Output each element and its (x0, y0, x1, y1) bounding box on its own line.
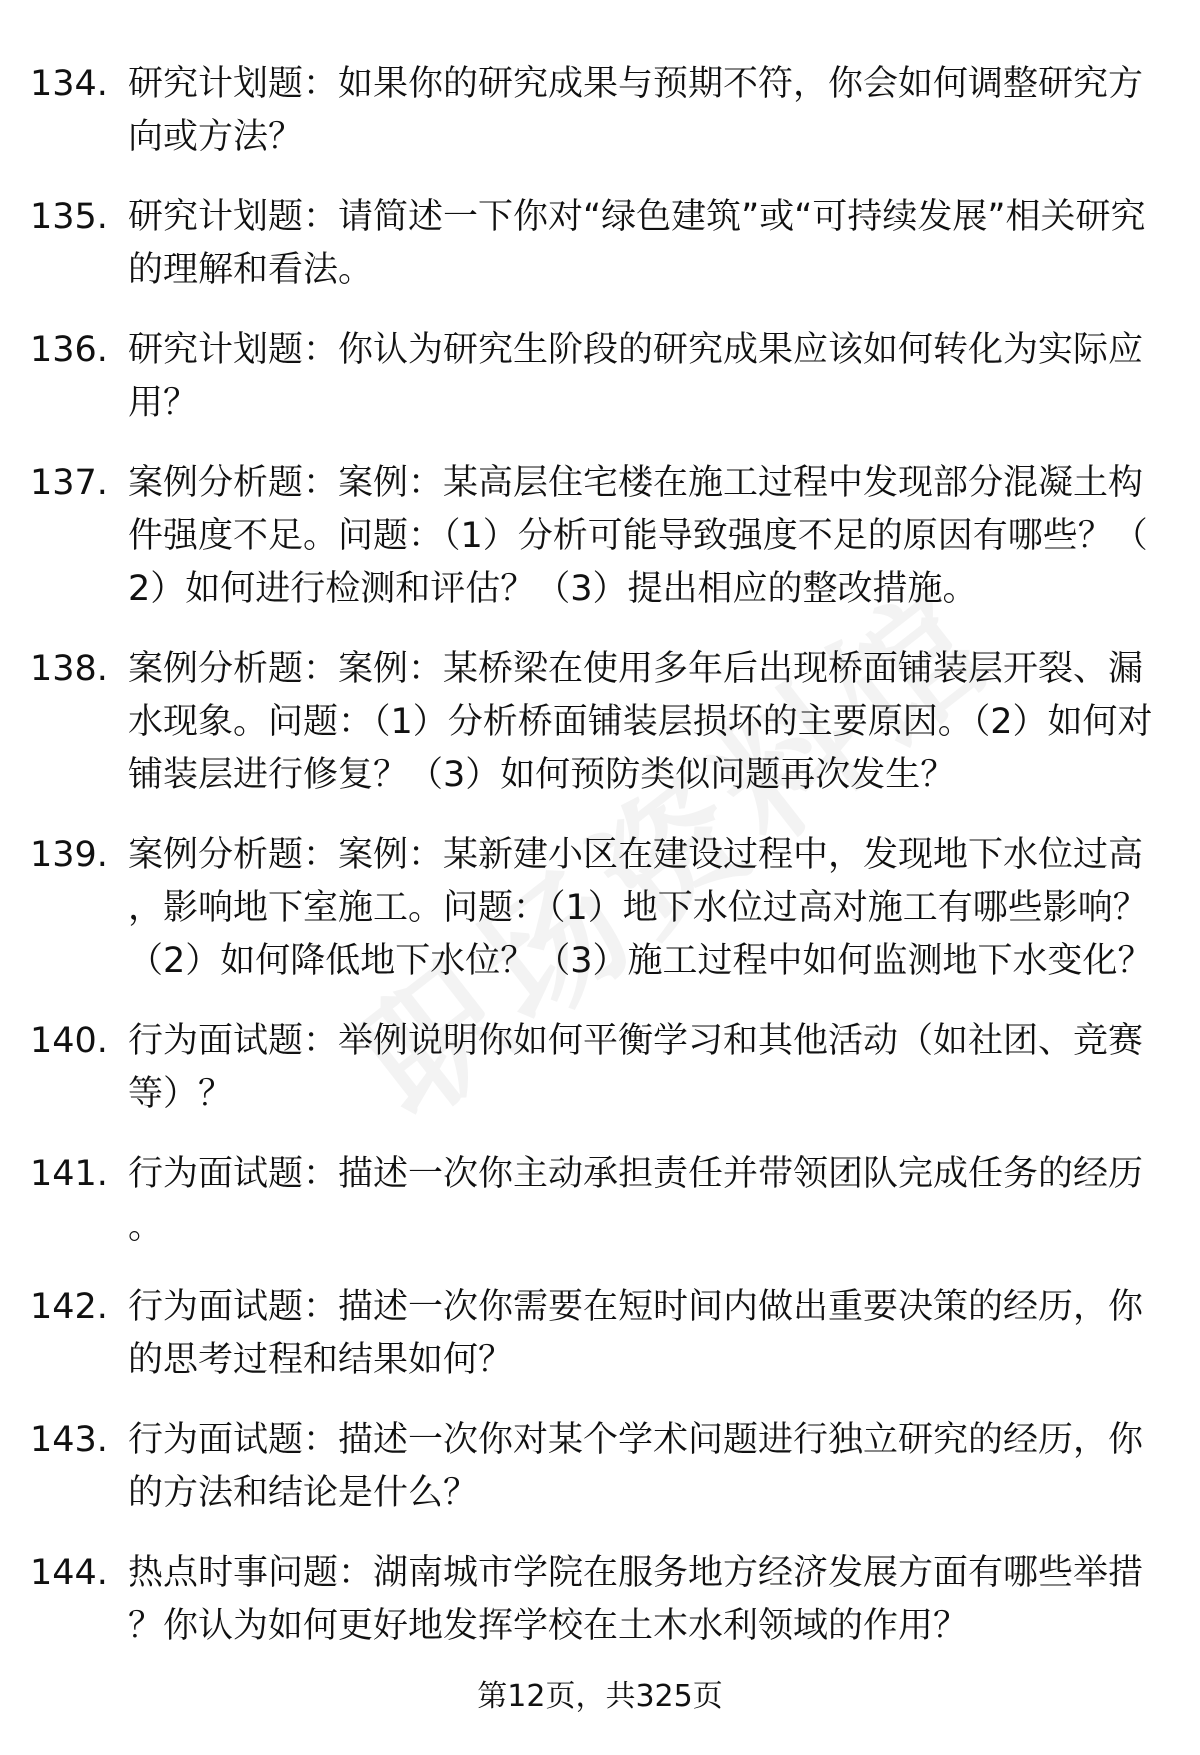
question-text: 行为面试题：描述一次你对某个学术问题进行独立研究的经历，你的方法和结论是什么？ (128, 1420, 1144, 1513)
question-text: 研究计划题：请简述一下你对“绿色建筑”或“可持续发展”相关研究的理解和看法。 (128, 197, 1146, 290)
question-item (30, 191, 1170, 297)
question-item (30, 58, 1170, 164)
page-indicator: 第12页，共325页 (477, 1679, 723, 1714)
question-list (30, 58, 1170, 1680)
question-item (30, 829, 1170, 988)
question-text: 行为面试题：描述一次你需要在短时间内做出重要决策的经历，你的思考过程和结果如何？ (128, 1287, 1144, 1380)
question-text: 热点时事问题：湖南城市学院在服务地方经济发展方面有哪些举措？你认为如何更好地发挥学校在土木水利领域的作用？ (128, 1553, 1144, 1646)
question-number: 135. (30, 197, 108, 237)
question-number: 136. (30, 330, 108, 370)
question-number: 139. (30, 835, 108, 875)
question-number: 140. (30, 1021, 108, 1061)
question-text: 案例分析题：案例：某新建小区在建设过程中，发现地下水位过高，影响地下室施工。问题：（1）地下水位过高对施工有哪些影响？（2）如何降低地下水位？（3）施工过程中如何监测地下水变化？ (128, 835, 1153, 981)
question-item (30, 324, 1170, 430)
question-number: 144. (30, 1553, 108, 1593)
question-text: 案例分析题：案例：某桥梁在使用多年后出现桥面铺装层开裂、漏水现象。问题：（1）分析桥面铺装层损坏的主要原因。（2）如何对铺装层进行修复？（3）如何预防类似问题再次发生？ (128, 649, 1153, 795)
question-text: 行为面试题：描述一次你主动承担责任并带领团队完成任务的经历。 (128, 1154, 1144, 1247)
question-item (30, 1148, 1170, 1254)
question-text: 研究计划题：如果你的研究成果与预期不符，你会如何调整研究方向或方法？ (128, 64, 1144, 157)
question-number: 141. (30, 1154, 108, 1194)
question-text: 研究计划题：你认为研究生阶段的研究成果应该如何转化为实际应用？ (128, 330, 1144, 423)
question-number: 137. (30, 463, 108, 503)
question-text: 行为面试题：举例说明你如何平衡学习和其他活动（如社团、竞赛等）？ (128, 1021, 1144, 1114)
question-number: 143. (30, 1420, 108, 1460)
question-item (30, 1547, 1170, 1653)
question-number: 134. (30, 64, 108, 104)
question-item (30, 643, 1170, 802)
question-item (30, 1414, 1170, 1520)
question-item (30, 457, 1170, 616)
question-item (30, 1015, 1170, 1121)
question-number: 138. (30, 649, 108, 689)
question-number: 142. (30, 1287, 108, 1327)
question-text: 案例分析题：案例：某高层住宅楼在施工过程中发现部分混凝土构件强度不足。问题：（1）分析可能导致强度不足的原因有哪些？（2）如何进行检测和评估？（3）提出相应的整改措施。 (128, 463, 1148, 609)
question-item (30, 1281, 1170, 1387)
